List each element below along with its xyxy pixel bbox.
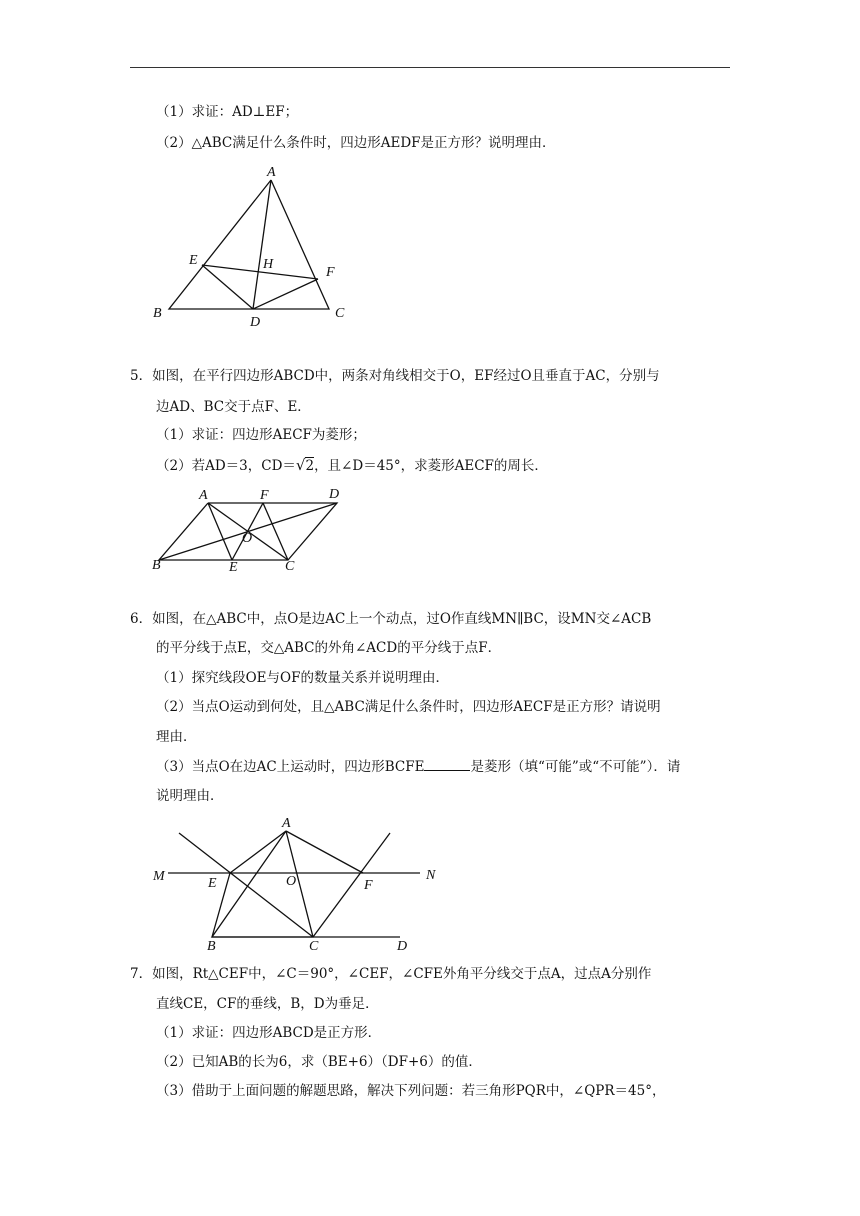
p7-question-2: （2）已知AB的长为6，求（BE+6）（DF+6）的值． [156, 1054, 482, 1070]
answer-blank[interactable] [424, 756, 470, 771]
p7-stem-line-1: 7．如图，Rt△CEF中，∠C＝90°，∠CEF，∠CFE外角平分线交于点A，过点A分别作 [130, 966, 652, 982]
figure-triangle-abc [145, 160, 355, 335]
label-f: F [326, 265, 335, 280]
figure-triangle-mn-bc [150, 815, 440, 955]
label-e: E [189, 253, 198, 268]
label-b: B [153, 306, 162, 321]
label-m: M [153, 869, 165, 884]
label-n: N [426, 868, 436, 883]
p7-stem-line-2: 直线CE，CF的垂线，B，D为垂足． [156, 996, 379, 1012]
label-a: A [199, 488, 208, 503]
p5-question-1: （1）求证：四边形AECF为菱形； [156, 427, 366, 443]
label-f: F [364, 878, 373, 893]
p5-stem-line-2: 边AD、BC交于点F、E． [156, 399, 311, 415]
p5-q2-part-a: （2）若AD＝3，CD＝ [156, 458, 296, 474]
label-d: D [329, 487, 340, 502]
sqrt-radicand: 2 [305, 458, 315, 474]
label-a: A [282, 816, 291, 831]
label-e: E [208, 876, 217, 891]
header-rule [130, 67, 730, 68]
p6-stem-line-1: 6．如图，在△ABC中，点O是边AC上一个动点，过O作直线MN∥BC，设MN交∠ACB [130, 611, 652, 627]
label-a: A [267, 165, 276, 180]
label-f: F [260, 488, 269, 503]
p6-question-3a [156, 756, 680, 777]
p4-question-2: （2）△ABC满足什么条件时，四边形AEDF是正方形？说明理由． [156, 135, 556, 151]
p6-question-3c: 说明理由． [156, 788, 224, 804]
label-c: C [285, 559, 295, 574]
p6-stem-line-2: 的平分线于点E，交△ABC的外角∠ACD的平分线于点F． [156, 640, 502, 656]
p5-question-2 [156, 455, 548, 476]
label-o: O [286, 874, 297, 889]
label-b: B [152, 558, 161, 573]
p5-q2-part-b: ，且∠D＝45°，求菱形AECF的周长． [314, 458, 548, 474]
p7-question-1: （1）求证：四边形ABCD是正方形． [156, 1025, 382, 1041]
label-o: O [242, 531, 253, 546]
label-c: C [309, 939, 319, 954]
label-b: B [207, 939, 216, 954]
p6-question-2b: 理由． [156, 729, 197, 745]
sqrt-sign: √ [295, 456, 306, 474]
p6-question-1: （1）探究线段OE与OF的数量关系并说明理由． [156, 670, 449, 686]
p5-stem-line-1: 5．如图，在平行四边形ABCD中，两条对角线相交于O，EF经过O且垂直于AC，分别与 [130, 368, 660, 384]
label-c: C [335, 306, 345, 321]
figure-parallelogram-abcd [145, 482, 355, 574]
p6-q3-part-b: 是菱形（填“可能”或“不可能”）．请 [470, 759, 681, 775]
p4-question-1: （1）求证：AD⊥EF； [156, 104, 299, 120]
p7-question-3: （3）借助于上面问题的解题思路，解决下列问题：若三角形PQR中，∠QPR＝45°， [156, 1083, 666, 1099]
label-h: H [263, 257, 274, 272]
label-d: D [250, 315, 261, 330]
label-e: E [229, 560, 238, 574]
p6-question-2a: （2）当点O运动到何处，且△ABC满足什么条件时，四边形AECF是正方形？请说明 [156, 699, 661, 715]
p6-q3-part-a: （3）当点O在边AC上运动时，四边形BCFE [156, 759, 425, 775]
label-d: D [397, 939, 408, 954]
